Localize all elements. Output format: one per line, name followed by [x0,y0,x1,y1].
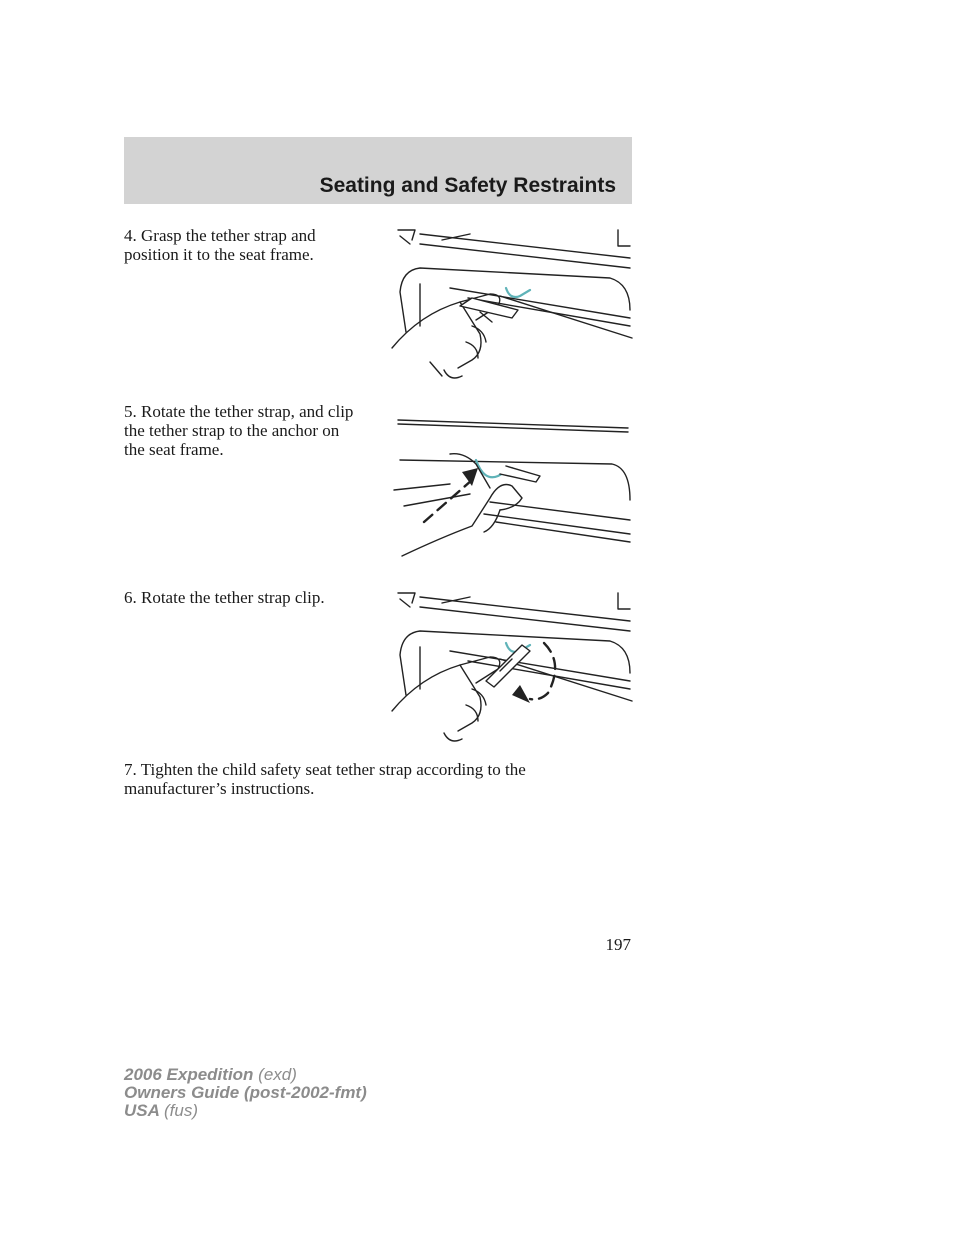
footer-line-market [124,1102,367,1120]
step-7-text: 7. Tighten the child safety seat tether strap according to the manufacturer’s instructions. [124,760,526,798]
section-title: Seating and Safety Restraints [319,174,616,197]
footer-model: 2006 Expedition [124,1065,259,1084]
illustration-rotate-clip [380,585,635,750]
header-band [124,137,632,204]
illustration-grasp-tether [380,222,635,387]
page-number: 197 [605,935,631,954]
step-4-text: 4. Grasp the tether strap and position it to the seat frame. [124,226,316,264]
footer-model-code: (exd) [258,1065,297,1084]
footer-market: USA [124,1101,164,1120]
step-5-text: 5. Rotate the tether strap, and clip the tether strap to the anchor on the seat frame. [124,402,354,459]
footer-market-code: (fus) [164,1101,198,1120]
illustration-clip-tether [380,410,635,560]
footer-line-model [124,1066,367,1084]
document-footer [124,1066,367,1120]
footer-guide: Owners Guide (post-2002-fmt) [124,1083,367,1102]
step-6-text: 6. Rotate the tether strap clip. [124,588,325,607]
